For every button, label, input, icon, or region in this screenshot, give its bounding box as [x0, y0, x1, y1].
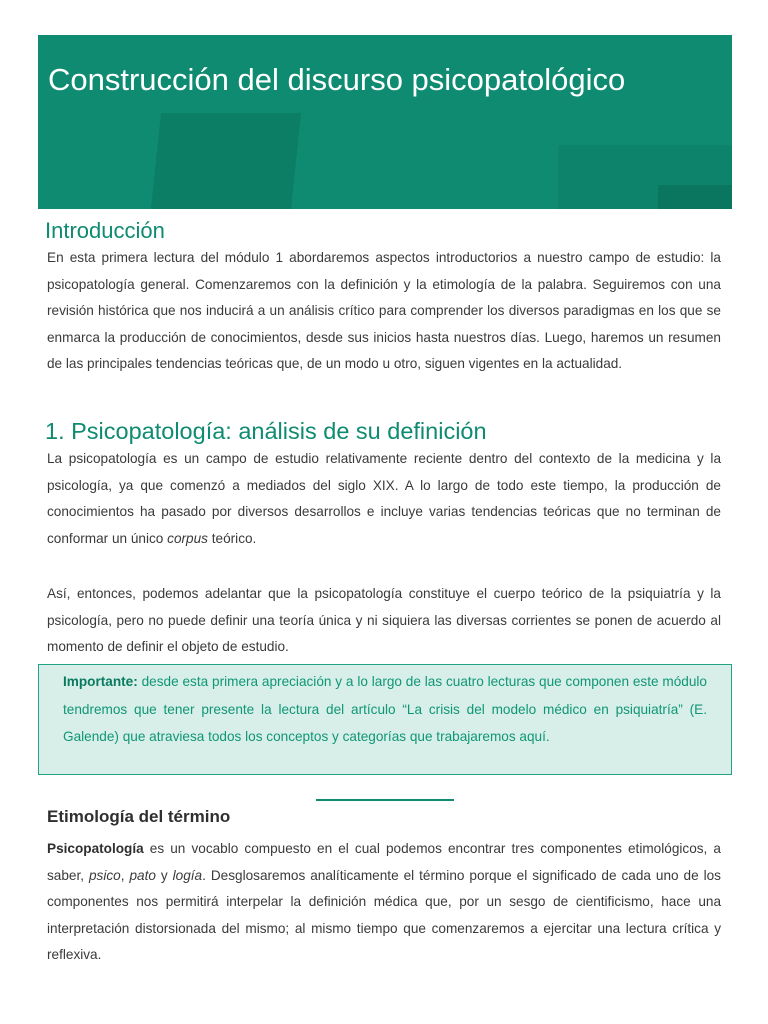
etymology-heading: Etimología del término [47, 807, 231, 826]
important-note-box [38, 664, 732, 775]
component-pato: pato [129, 867, 156, 883]
paragraph-text: La psicopatología es un campo de estudio relativamente reciente dentro del contexto de la medicina y la psicología, ya que comenzó a mediados del siglo XIX. A lo largo de todo este tiempo, la producción de conocimientos ha pasado por diversos desarrollos e incluye varias tendencias teóricas que no terminan de conformar un único [47, 451, 721, 546]
section-divider [316, 799, 454, 801]
banner-photo-shape [151, 113, 301, 209]
separator: , [120, 867, 130, 883]
intro-paragraph: En esta primera lectura del módulo 1 abordaremos aspectos introductorios a nuestro campo de estudio: la psicopatología general. Comenzaremos con la definición y la etimología de la palabra. Seguiremos con una revisión histórica que nos inducirá a un análisis crítico para comprender los diversos paradigmas en los que se enmarca la producción de conocimientos, desde sus inicios hasta nuestros días. Luego, haremos un resumen de las principales tendencias teóricas que, de un modo u otro, siguen vigentes en la actualidad. [47, 250, 721, 372]
intro-heading: Introducción [45, 218, 165, 243]
section-1-heading: 1. Psicopatología: análisis de su definición [45, 418, 487, 444]
important-note-text [63, 668, 707, 751]
component-logia: logía [172, 867, 203, 883]
section-1-paragraph-1 [47, 446, 721, 552]
note-body: desde esta primera apreciación y a lo largo de las cuatro lecturas que componen este módulo tendremos que tener presente la lectura del artículo “La crisis del modelo médico en psiquiatría” (E. Galende) que atraviesa todos los conceptos y categorías que trabajaremos aquí. [63, 674, 707, 744]
header-banner [38, 35, 732, 209]
banner-photo-shape [658, 185, 732, 209]
section-1-paragraph-2: Así, entonces, podemos adelantar que la psicopatología constituye el cuerpo teórico de la psiquiatría y la psicología, pero no puede definir una teoría única y ni siquiera las diversas corrientes se ponen de acuerdo al momento de definir el objeto de estudio. [47, 586, 721, 655]
term-bold: Psicopatología [47, 841, 144, 856]
italic-term: corpus [167, 530, 208, 546]
etymology-paragraph [47, 836, 721, 969]
separator: y [155, 867, 173, 883]
paragraph-text: . Desglosaremos analíticamente el término porque el significado de cada uno de los componentes nos permitirá interpelar la definición médica que, por un sesgo de cientificismo, hace una interpretación distorsionada del mismo; al mismo tiempo que comenzaremos a ejercitar una lectura crítica y reflexiva. [47, 867, 721, 963]
paragraph-text: es un vocablo compuesto en el cual podemos encontrar tres componentes etimológicos, a saber, [47, 841, 721, 883]
paragraph-text: teórico. [207, 530, 257, 546]
component-psico: psico [88, 867, 121, 883]
important-label: Importante: [63, 674, 138, 689]
page-title: Construcción del discurso psicopatológico [48, 62, 626, 97]
